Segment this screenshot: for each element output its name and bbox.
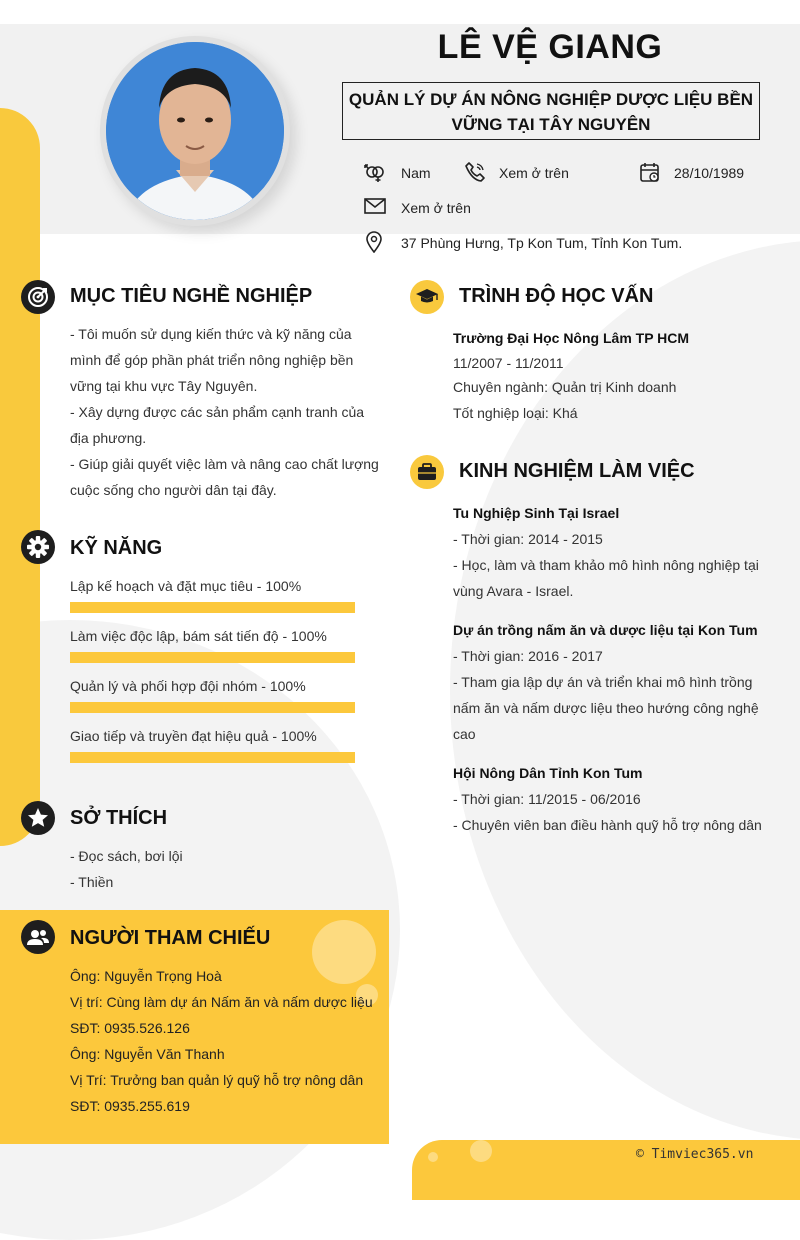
birthday-value: 28/10/1989 [674,165,745,181]
objective-line: vững tại khu vực Tây Nguyên. [70,378,258,394]
phone-icon [464,161,486,183]
job-description: vùng Avara - Israel. [453,583,574,599]
graduation-cap-icon [410,280,444,314]
job-entry [453,617,764,747]
education-school [453,325,689,351]
objective-text [70,321,390,503]
skills-title: KỸ NĂNG [70,537,163,559]
location-icon [364,231,386,253]
education-title: TRÌNH ĐỘ HỌC VẤN [459,285,654,307]
reference-line: SĐT: 0935.255.619 [70,1098,190,1114]
job-time: - Thời gian: 2014 - 2015 [453,531,603,547]
skill-label: Quản lý và phối hợp đội nhóm - 100% [70,678,306,694]
calendar-icon [639,161,661,183]
reference-line: Vị Trí: Trưởng ban quản lý quỹ hỗ trợ nông dân [70,1072,364,1088]
job-description: cao [453,726,476,742]
skill-bar [70,602,355,613]
skill-bar [70,752,355,763]
reference-line: SĐT: 0935.526.126 [70,1020,190,1036]
address-value: 37 Phùng Hưng, Tp Kon Tum, Tỉnh Kon Tum. [401,235,683,251]
references-text [70,963,380,1119]
job-name: Hội Nông Dân Tỉnh Kon Tum [453,765,643,781]
job-time: - Thời gian: 11/2015 - 06/2016 [453,791,641,807]
decorative-dot [470,1140,492,1162]
reference-line: Ông: Nguyễn Văn Thanh [70,1046,225,1062]
hobby-item: - Thiền [70,874,114,890]
skill-bar [70,702,355,713]
job-description: nấm ăn và nấm dược liệu theo hướng công nghệ [453,700,759,716]
footer-credit: © Timviec365.vn [636,1147,754,1162]
reference-line: Ông: Nguyễn Trọng Hoà [70,968,222,984]
objective-line: - Giúp giải quyết việc làm và nâng cao chất lượng [70,456,379,472]
experience-title: KINH NGHIỆM LÀM VIỆC [459,460,695,482]
gear-icon [21,530,55,564]
decorative-dot [428,1152,438,1162]
hobbies-title: SỞ THÍCH [70,807,168,829]
candidate-name: LÊ VỆ GIANG [437,28,663,66]
education-grade: Tốt nghiệp loại: Khá [453,405,578,421]
education-major: Chuyên ngành: Quản trị Kinh doanh [453,379,677,395]
gender-icon [364,161,386,183]
job-title [342,82,760,140]
profile-photo [106,42,284,220]
target-icon [21,280,55,314]
reference-line: Vị trí: Cùng làm dự án Nấm ăn và nấm dược liệu [70,994,373,1010]
skill-label: Lập kế hoạch và đặt mục tiêu - 100% [70,578,302,594]
job-description: - Học, làm và tham khảo mô hình nông nghiệp tại [453,557,759,573]
job-description: - Chuyên viên ban điều hành quỹ hỗ trợ nông dân [453,817,762,833]
gender-value: Nam [401,165,431,181]
objective-title: MỤC TIÊU NGHỀ NGHIỆP [70,285,313,307]
hobbies-list [70,843,183,895]
objective-line: - Xây dựng được các sản phẩm cạnh tranh của [70,404,365,420]
job-description: - Tham gia lập dự án và triển khai mô hình trồng [453,674,753,690]
school-name: Trường Đại Học Nông Lâm TP HCM [453,330,690,346]
job-title-line: QUẢN LÝ DỰ ÁN NÔNG NGHIỆP DƯỢC LIỆU BỀN [348,90,754,109]
star-icon [21,801,55,835]
people-icon [21,920,55,954]
references-title: NGƯỜI THAM CHIẾU [70,927,271,949]
phone-value: Xem ở trên [499,165,569,181]
email-icon [364,197,386,219]
email-value: Xem ở trên [401,200,471,216]
job-title-line: VỮNG TẠI TÂY NGUYÊN [451,115,651,134]
skill-label: Làm việc độc lập, bám sát tiến độ - 100% [70,628,327,644]
objective-line: mình để góp phần phát triển nông nghiệp bền [70,352,354,368]
skill-bar [70,652,355,663]
education-period: 11/2007 - 11/2011 [453,355,564,371]
objective-line: cuộc sống cho người dân tại đây. [70,482,277,498]
job-name: Dự án trồng nấm ăn và dược liệu tại Kon Tum [453,622,758,638]
job-entry [453,760,773,838]
job-entry [453,500,764,604]
left-accent-bar [0,108,40,846]
hobby-item: - Đọc sách, bơi lội [70,848,183,864]
briefcase-icon [410,455,444,489]
objective-line: địa phương. [70,430,147,446]
job-name: Tu Nghiệp Sinh Tại Israel [453,505,620,521]
skill-label: Giao tiếp và truyền đạt hiệu quả - 100% [70,728,317,744]
job-time: - Thời gian: 2016 - 2017 [453,648,603,664]
avatar-portrait [106,42,284,220]
objective-line: - Tôi muốn sử dụng kiến thức và kỹ năng của [70,326,352,342]
